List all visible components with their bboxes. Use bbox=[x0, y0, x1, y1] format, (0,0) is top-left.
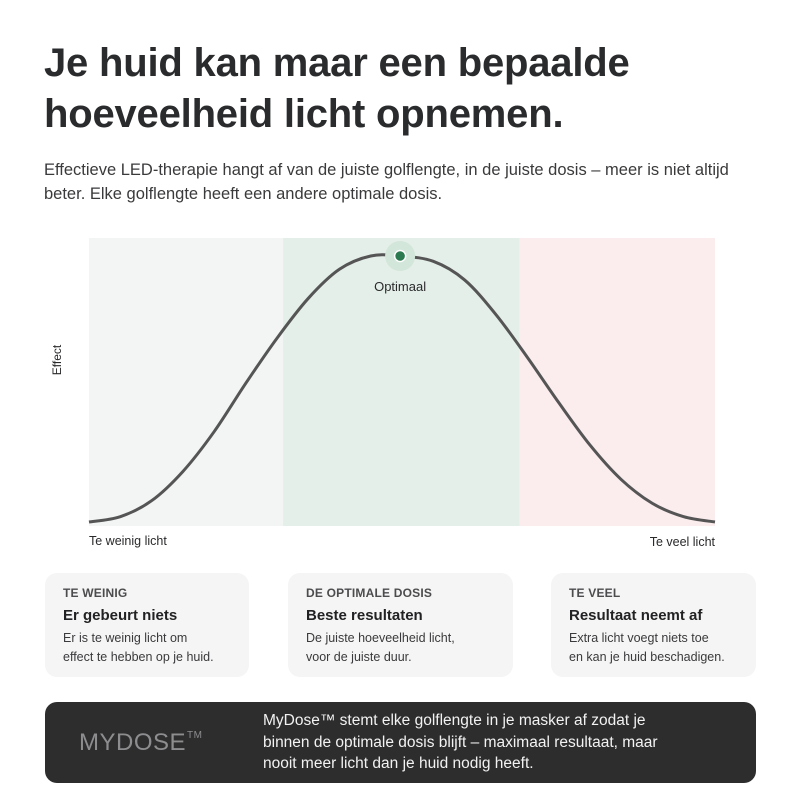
page-title: Je huid kan maar een bepaalde hoeveelheid licht opnemen. bbox=[44, 41, 630, 136]
card-text-line: effect te hebben op je huid. bbox=[63, 650, 214, 664]
mydose-banner bbox=[45, 702, 756, 783]
card-text bbox=[306, 629, 495, 667]
zone-te-veel bbox=[520, 238, 715, 526]
banner-text bbox=[263, 710, 733, 775]
card-optimal-dose bbox=[288, 573, 513, 677]
banner-text-line: MyDose™ stemt elke golflengte in je masker af zodat je bbox=[263, 712, 646, 729]
card-heading: Resultaat neemt af bbox=[569, 607, 703, 624]
x-tick-label-high: Te veel licht bbox=[649, 535, 715, 549]
banner-text-line: binnen de optimale dosis blijft – maximaal resultaat, maar bbox=[263, 733, 658, 751]
card-label: TE VEEL bbox=[569, 586, 621, 600]
logo-trademark: TM bbox=[187, 730, 203, 741]
card-too-little bbox=[45, 573, 249, 677]
dose-effect-chart bbox=[0, 225, 800, 560]
logo-text: MYDOSE bbox=[79, 729, 187, 756]
card-text-line: en kan je huid beschadigen. bbox=[569, 650, 725, 664]
card-label: TE WEINIG bbox=[63, 586, 128, 600]
card-text bbox=[569, 629, 738, 667]
card-heading: Er gebeurt niets bbox=[63, 607, 178, 624]
card-text-line: Er is te weinig licht om bbox=[63, 631, 188, 645]
card-label: DE OPTIMALE DOSIS bbox=[306, 586, 433, 600]
y-axis-label: Effect bbox=[50, 344, 64, 376]
intro-text: Effectieve LED-therapie hangt af van de juiste golflengte, in de juiste dosis – meer is niet altijd beter. Elke golflengte heeft een andere optimale dosis. bbox=[44, 161, 729, 203]
card-text bbox=[63, 629, 231, 667]
card-heading: Beste resultaten bbox=[306, 607, 423, 624]
card-too-much bbox=[551, 573, 756, 677]
card-text-line: Extra licht voegt niets toe bbox=[569, 631, 709, 645]
zone-te-weinig bbox=[89, 238, 283, 526]
peak-label: Optimaal bbox=[374, 279, 427, 294]
card-text-line: voor de juiste duur. bbox=[306, 650, 412, 664]
mydose-logo bbox=[79, 729, 202, 757]
peak-point bbox=[395, 251, 406, 262]
card-text-line: De juiste hoeveelheid licht, bbox=[306, 631, 455, 645]
banner-text-line: nooit meer licht dan je huid nodig heeft. bbox=[263, 755, 534, 772]
x-tick-label-low: Te weinig licht bbox=[89, 534, 167, 548]
